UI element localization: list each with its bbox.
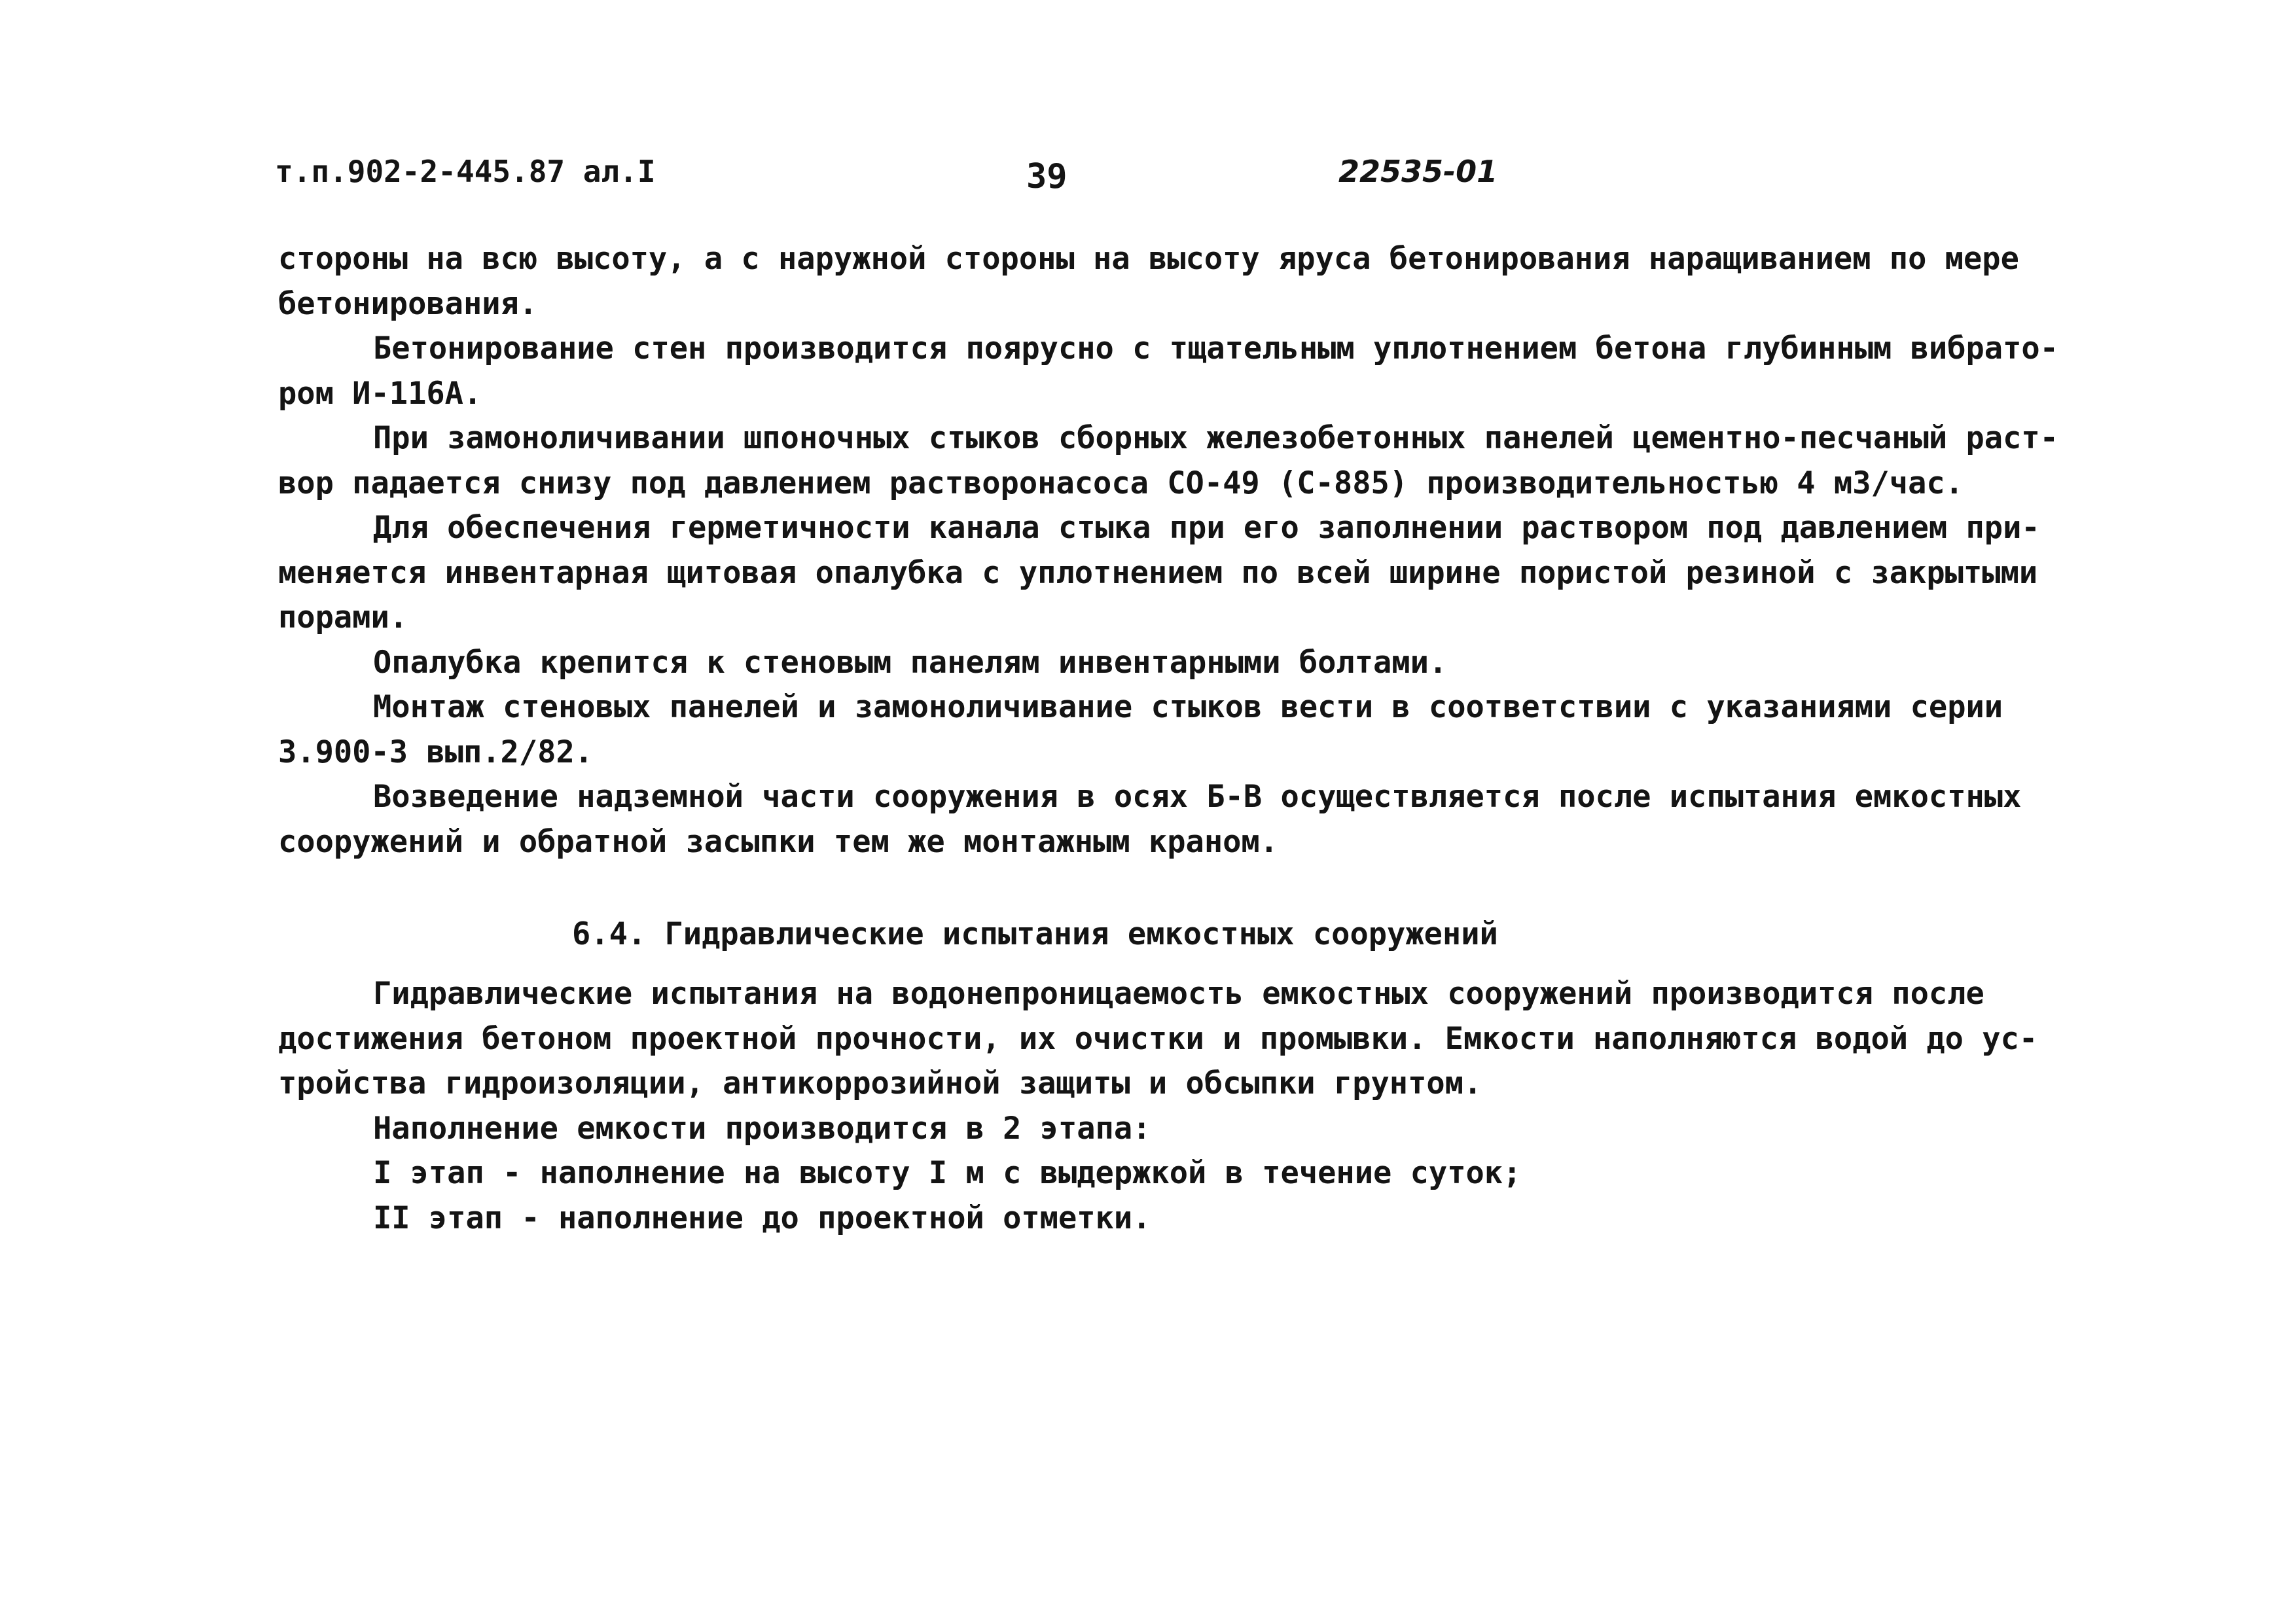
text-line: Опалубка крепится к стеновым панелям инвентарными болтами. [373, 644, 1448, 681]
text-line: сооружений и обратной засыпки тем же монтажным краном. [278, 823, 1279, 860]
text-line: порами. [278, 599, 408, 635]
text-line: тройства гидроизоляции, антикоррозийной защиты и обсыпки грунтом. [278, 1065, 1482, 1101]
text-line: Монтаж стеновых панелей и замоноличивание стыков вести в соответствии с указаниями серии [373, 689, 2003, 725]
body-text-block-1 [278, 237, 2058, 865]
text-line: II этап - наполнение до проектной отметки. [373, 1200, 1151, 1236]
page-number: 39 [1026, 157, 1067, 196]
text-line: Возведение надземной части сооружения в осях Б-В осуществляется после испытания емкостных [373, 779, 2022, 815]
text-line: достижения бетоном проектной прочности, их очистки и промывки. Емкости наполняются водой до ус- [278, 1020, 2038, 1057]
text-line: ром И-116А. [278, 375, 482, 412]
body-text-block-2 [278, 972, 2039, 1241]
text-line: вор падается снизу под давлением растворонасоса СО-49 (С-885) производительностью 4 м3/час. [278, 465, 1964, 501]
text-line: меняется инвентарная щитовая опалубка с уплотнением по всей ширине пористой резиной с закрытыми [278, 554, 2038, 591]
text-line: 3.900-3 вып.2/82. [278, 734, 594, 770]
text-line: Бетонирование стен производится поярусно с тщательным уплотнением бетона глубинным вибрато- [373, 330, 2058, 366]
text-line: Гидравлические испытания на водонепроницаемость емкостных сооружений производится после [373, 976, 1984, 1012]
section-heading: 6.4. Гидравлические испытания емкостных сооружений [572, 916, 1498, 952]
text-line: стороны на всю высоту, а с наружной стороны на высоту яруса бетонирования наращиванием по мере [278, 241, 2019, 277]
text-line: I этап - наполнение на высоту I м с выдержкой в течение суток; [373, 1155, 1522, 1191]
text-line: бетонирования. [278, 285, 538, 322]
text-line: Наполнение емкости производится в 2 этапа: [373, 1110, 1151, 1147]
text-line: Для обеспечения герметичности канала стыка при его заполнении раствором под давлением при- [373, 510, 2040, 546]
text-line: При замоноличивании шпоночных стыков сборных железобетонных панелей цементно-песчаный раст- [373, 420, 2058, 456]
document-reference: т.п.902-2-445.87 ал.I [275, 154, 656, 189]
document-code: 22535-01 [1338, 154, 1498, 189]
